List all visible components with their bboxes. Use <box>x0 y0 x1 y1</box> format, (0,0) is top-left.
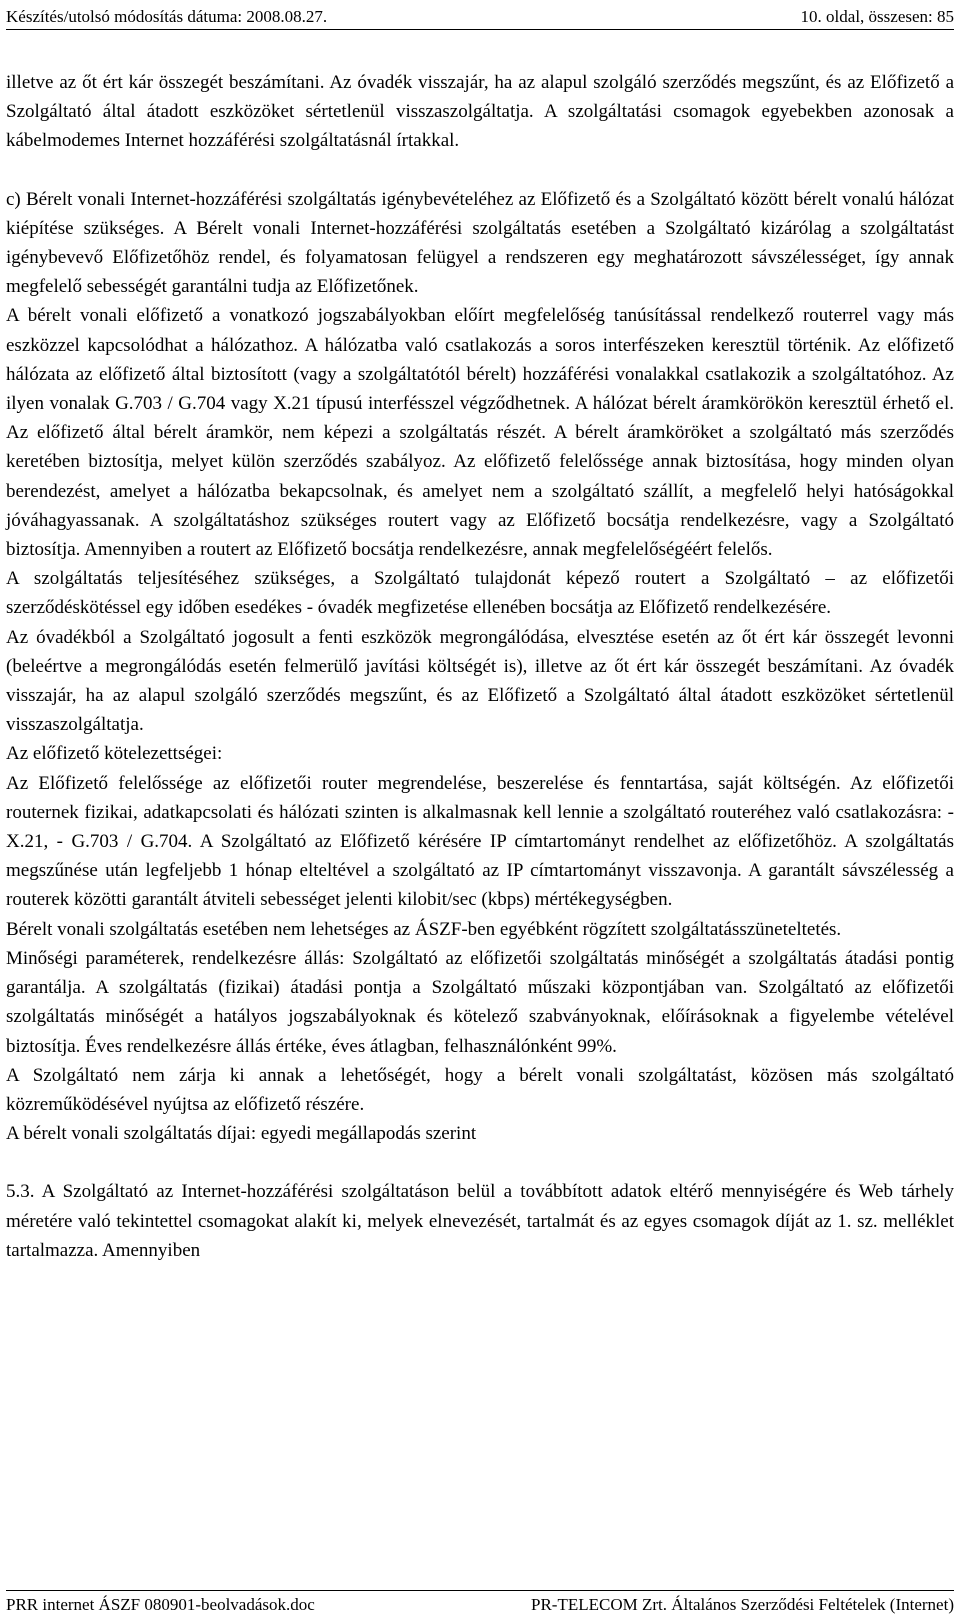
paragraph: A bérelt vonali előfizető a vonatkozó jogszabályokban előírt megfelelőség tanúsítással rendelkező routerrel vagy más eszközzel kapcsolódhat a hálózathoz. A hálózatba való csatlakozás a soros interfészeken keresztül történik. Az előfizető hálózata az előfizető által biztosított (vagy a szolgáltatótól bérelt) hozzáférési vonalakkal csatlakozik a szolgáltatóhoz. Az ilyen vonalak G.703 / G.704 vagy X.21 típusú interfésszel végződhetnek. A hálózat bérelt áramkörökön keresztül érhető el. Az előfizető által bérelt áramkör, nem képezi a szolgáltatás részét. A bérelt áramköröket a szolgáltató más szerződés keretében biztosítja, melyet külön szerződés szabályoz. Az előfizető felelőssége annak biztosítása, hogy minden olyan berendezést, amelyet a hálózatba bekapcsolnak, és amelyet nem a szolgáltató szállít, a megfelelő helyi hatóságokkal jóváhagyassanak. A szolgáltatáshoz szükséges routert vagy az Előfizető bocsátja rendelkezésre, vagy a Szolgáltató biztosítja. Amennyiben a routert az Előfizető bocsátja rendelkezésre, annak megfelelőségéért felelős. <box>6 305 954 561</box>
paragraph: A szolgáltatás teljesítéséhez szükséges, a Szolgáltató tulajdonát képező routert a Szolgáltató – az előfizetői szerződéskötéssel egy időben esedékes - óvadék megfizetése ellenében bocsátja az Előfizető rendelkezésére. <box>6 568 954 619</box>
paragraph: A bérelt vonali szolgáltatás díjai: egyedi megállapodás szerint <box>6 1123 477 1145</box>
paragraph: 5.3. A Szolgáltató az Internet-hozzáférési szolgáltatáson belül a továbbított adatok eltérő mennyiségére és Web tárhely méretére való tekintettel csomagokat alakít ki, melyek elnevezését, tartalmát és az egyes csomagok díját az 1. sz. melléklet tartalmazza. Amennyiben <box>6 1181 954 1261</box>
paragraph: A Szolgáltató nem zárja ki annak a lehetőségét, hogy a bérelt vonali szolgáltatást, közösen más szolgáltató közreműködésével nyújtsa az előfizető részére. <box>6 1064 954 1115</box>
paragraph: illetve az őt ért kár összegét beszámítani. Az óvadék visszajár, ha az alapul szolgáló szerződés megszűnt, és az Előfizető a Szolgáltató által átadott eszközöket sértetlenül visszaszolgáltatja. A szolgáltatási csomagok egyebekben azonosak a kábelmodemes Internet hozzáférési szolgáltatásnál írtakkal. <box>6 72 954 152</box>
footer-filename: PRR internet ÁSZF 080901-beolvadások.doc <box>6 1595 315 1614</box>
page-footer <box>6 1590 954 1617</box>
header-page-number: 10. oldal, összesen: 85 <box>800 7 954 26</box>
paragraph: Minőségi paraméterek, rendelkezésre állás: Szolgáltató az előfizetői szolgáltatás minőségét a szolgáltatás átadási pontig garantálja. A szolgáltatás (fizikai) átadási pontja a Szolgáltató műszaki központjában van. Szolgáltató az előfizetői szolgáltatás minőségét a hatályos jogszabályoknak és kötelező szabványoknak, előírásoknak a figyelembe vételével biztosítja. Éves rendelkezésre állás értéke, éves átlagban, felhasználónként 99%. <box>6 947 954 1057</box>
header-date: Készítés/utolsó módosítás dátuma: 2008.08.27. <box>6 7 328 26</box>
paragraph: c) Bérelt vonali Internet-hozzáférési szolgáltatás igénybevételéhez az Előfizető és a Szolgáltató között bérelt vonalú hálózat kiépítése szükséges. A Bérelt vonali Internet-hozzáférési szolgáltatás esetében a Szolgáltató kizárólag a szolgáltatást igénybevevő Előfizetőhöz rendel, és folyamatosan felügyel a rendszeren egy meghatározott sávszélességet, így annak megfelelő sebességét garantálni tudja az Előfizetőnek. <box>6 188 954 298</box>
section-label: Az előfizető kötelezettségei: <box>6 743 223 765</box>
paragraph: Az Előfizető felelőssége az előfizetői router megrendelése, beszerelése és fenntartása, saját költségén. Az előfizetői routernek fizikai, adatkapcsolati és hálózati szinten is alkalmasnak kell lennie a szolgáltató routeréhez való csatlakozásra: - X.21, - G.703 / G.704. A Szolgáltató az Előfizető kérésére IP címtartományt rendelhet az előfizetőhöz. A szolgáltatás megszűnése után legfeljebb 1 hónap elteltével a szolgáltató az IP címtartományt visszavonja. A garantált sávszélesség a routerek közötti garantált átviteli sebességet jelenti kilobit/sec (kbps) mértékegységben. <box>6 772 954 911</box>
document-body <box>6 68 954 1265</box>
paragraph: Az óvadékból a Szolgáltató jogosult a fenti eszközök megrongálódása, elvesztése esetén az őt ért kár összegét levonni (beleértve a megrongálódás esetén felmerülő javítási költségét is), illetve az őt ért kár összegét beszámítani. Az óvadék visszajár, ha az alapul szolgáló szerződés megszűnt, és az Előfizető a Szolgáltató által átadott eszközöket sértetlenül visszaszolgáltatja. <box>6 626 954 736</box>
page-header <box>6 5 954 30</box>
paragraph: Bérelt vonali szolgáltatás esetében nem lehetséges az ÁSZF-ben egyébként rögzített szolgáltatásszüneteltetés. <box>6 918 842 940</box>
footer-document-title: PR-TELECOM Zrt. Általános Szerződési Feltételek (Internet) <box>531 1595 954 1614</box>
